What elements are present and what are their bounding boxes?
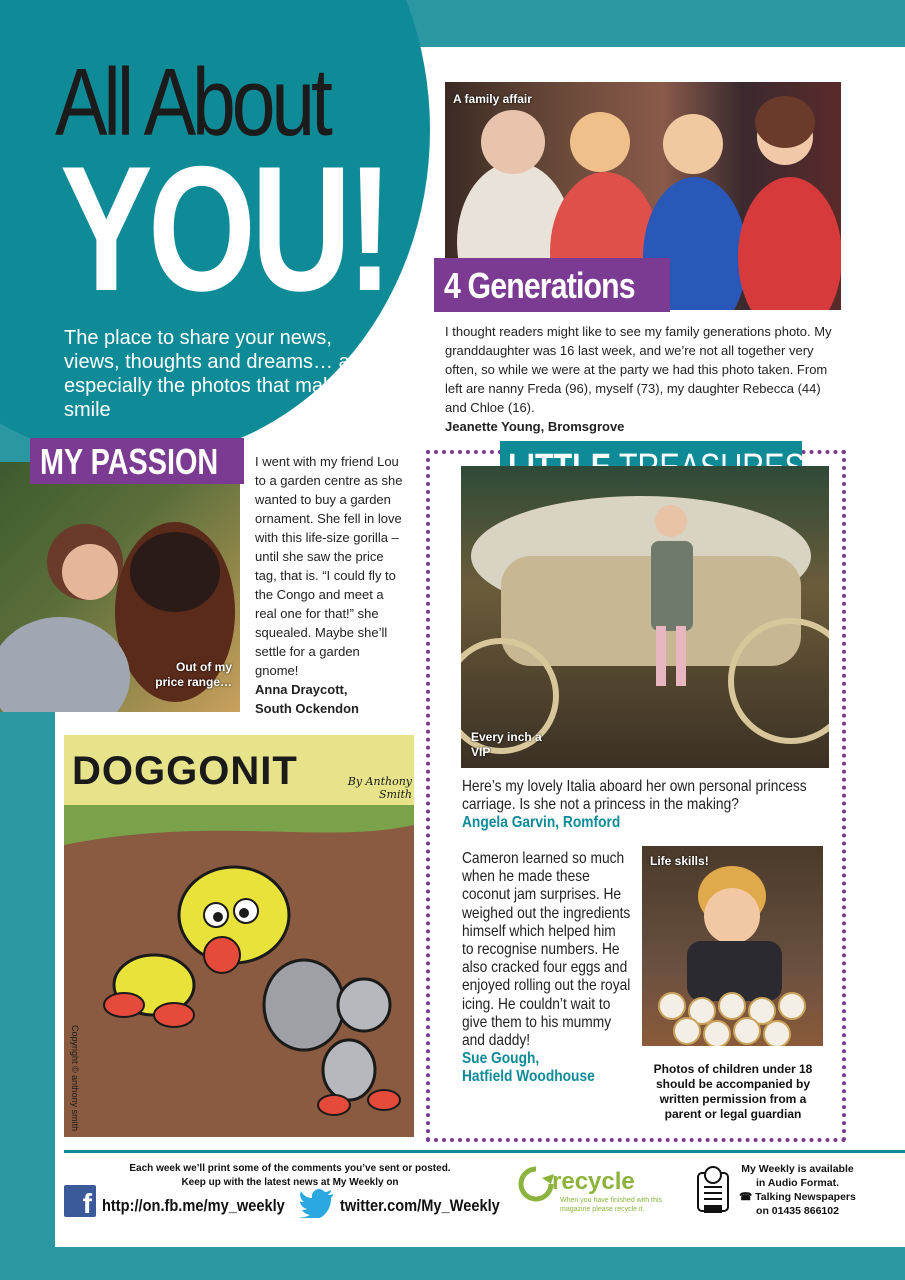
carriage-photo bbox=[461, 466, 829, 768]
footer-comments-line-1: Each week we’ll print some of the comments you’ve sent or posted. bbox=[129, 1163, 451, 1174]
audio-format-info bbox=[735, 1162, 860, 1218]
twitter-bird-icon[interactable] bbox=[300, 1188, 336, 1218]
my-passion-banner bbox=[30, 438, 244, 484]
comic-byline: By Anthony Smith bbox=[347, 775, 412, 801]
footer-comments-line-2: Keep up with the latest news at My Weekly on bbox=[181, 1177, 399, 1188]
four-generations-banner bbox=[434, 258, 670, 312]
my-passion-title: MY PASSION bbox=[40, 441, 219, 482]
children-photo-notice: Photos of children under 18 should be accompanied by written permission from a parent or legal guardian bbox=[653, 1062, 813, 1121]
baking-photo bbox=[642, 846, 823, 1046]
title-line-2: YOU! bbox=[60, 129, 389, 328]
cameron-story-text: Cameron learned so much when he made these coconut jam surprises. He weighed out the ingredients himself which helped him to recognise numbers. He also cracked four eggs and enjoyed rolling out the royal icing. He couldn’t wait to give them to his mummy and daddy! bbox=[462, 850, 631, 1050]
comic-copyright: Copyright © anthony smith bbox=[70, 1025, 80, 1132]
cameron-signature-name: Sue Gough, bbox=[462, 1050, 540, 1068]
carriage-drawing bbox=[461, 466, 829, 768]
facebook-link[interactable]: http://on.fb.me/my_weekly bbox=[102, 1196, 285, 1215]
audio-line-1: My Weekly is available bbox=[741, 1163, 854, 1175]
audio-line-2: in Audio Format. bbox=[755, 1177, 840, 1189]
my-passion-signature-place: South Ockendon bbox=[255, 701, 359, 716]
family-photo-label: A family affair bbox=[453, 92, 532, 106]
four-generations-text: I thought readers might like to see my family generations photo. My granddaughter was 16 last week, and we’re not all together very often, so while we were at the party we had this photo taken. From left are nanny Freda (96), myself (73), my daughter Rebecca (44) and Chloe (16). bbox=[445, 324, 832, 415]
footer-comments bbox=[80, 1162, 500, 1190]
comic-title: DOGGONIT bbox=[72, 749, 298, 793]
carriage-caption-block bbox=[462, 778, 837, 832]
comic-strip bbox=[64, 735, 414, 1137]
gorilla-photo bbox=[0, 462, 240, 712]
cameron-story bbox=[462, 850, 632, 1086]
carriage-signature: Angela Garvin, Romford bbox=[462, 814, 621, 831]
my-passion-signature-name: Anna Draycott, bbox=[255, 682, 348, 697]
my-passion-body bbox=[255, 452, 405, 718]
recycle-logo bbox=[518, 1166, 678, 1218]
carriage-photo-label: Every inch a VIP bbox=[471, 730, 542, 759]
carriage-caption: Here’s my lovely Italia aboard her own personal princess carriage. Is she not a princess in the making? bbox=[462, 778, 807, 813]
baking-photo-label: Life skills! bbox=[650, 854, 709, 868]
tagline: The place to share your news, views, thoughts and dreams… and especially the photos that make you smile bbox=[64, 327, 382, 421]
gorilla-photo-caption: Out of my price range… bbox=[155, 660, 232, 689]
four-generations-signature: Jeanette Young, Bromsgrove bbox=[445, 419, 625, 434]
audio-line-4: on 01435 866102 bbox=[756, 1205, 839, 1217]
my-passion-text: I went with my friend Lou to a garden centre as she wanted to buy a garden ornament. She fell in love with this life-size gorilla – until she saw the price tag, that is. “I could fly to the Congo and meet a real one for that!” she squealed. Maybe she’ll settle for a garden gnome! bbox=[255, 454, 403, 678]
cameron-signature-place: Hatfield Woodhouse bbox=[462, 1068, 595, 1086]
footer-divider bbox=[64, 1150, 905, 1153]
recycle-icon bbox=[518, 1166, 554, 1202]
title-line-1: All About bbox=[55, 49, 329, 156]
talking-newspaper-icon bbox=[692, 1165, 734, 1217]
comic-drawing bbox=[64, 805, 414, 1137]
baking-drawing bbox=[642, 846, 823, 1046]
four-generations-body bbox=[445, 322, 845, 436]
audio-line-3: ☎ Talking Newspapers bbox=[739, 1191, 856, 1203]
four-generations-title: 4 Generations bbox=[444, 265, 635, 306]
facebook-icon[interactable]: f bbox=[64, 1185, 96, 1217]
recycle-title: recycle bbox=[552, 1168, 635, 1195]
recycle-text: When you have finished with this magazine please recycle it. bbox=[560, 1197, 662, 1213]
twitter-link[interactable]: twitter.com/My_Weekly bbox=[340, 1196, 500, 1215]
